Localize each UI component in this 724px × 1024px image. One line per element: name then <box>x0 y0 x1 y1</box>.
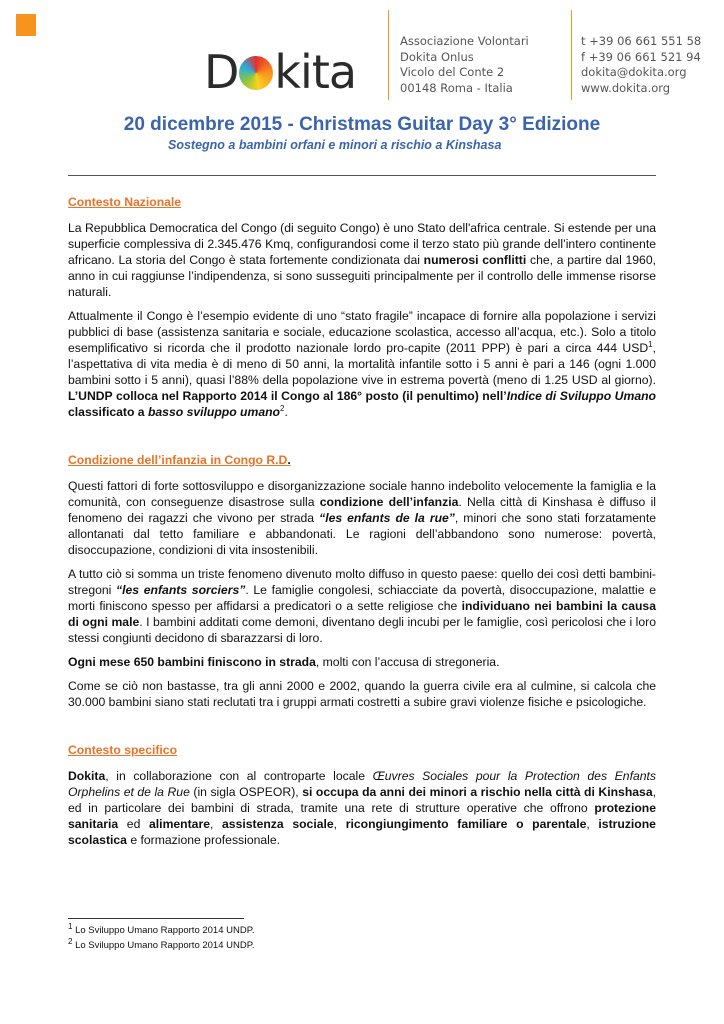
paragraph: A tutto ciò si somma un triste fenomeno divenuto molto diffuso in questo paese: quello dei così detti bambini-stregoni “les enfants sorciers”. Le famiglie congolesi, schiacciate da povertà, disoccupazione, malattie e morti finiscono spesso per affidarsi a predicatori o a sette religiose che individuano nei bambini la causa di ogni male. I bambini additati come demoni, diventano degli incubi per le famiglie, così pericolosi che i loro stessi congiunti decidono di sbarazzarsi di loro. <box>68 567 657 645</box>
address-line: Associazione Volontari <box>400 34 529 48</box>
website-link[interactable]: www.dokita.org <box>581 80 671 95</box>
address-line: Vicolo del Conte 2 <box>400 65 505 79</box>
header-divider-1 <box>388 10 389 100</box>
section-heading-specifico: Contesto specifico <box>68 743 178 757</box>
address-line: Dokita Onlus <box>400 49 474 64</box>
footnote: $^1$ Lo Sviluppo Umano Rapporto 2014 UNDP. <box>68 921 255 936</box>
corner-accent-square <box>16 14 36 36</box>
dokita-logo <box>204 44 376 100</box>
footnote-ref[interactable]: 1 <box>648 339 653 349</box>
section-heading-nazionale: Contesto Nazionale <box>68 195 182 209</box>
paragraph: Come se ciò non bastasse, tra gli anni 2000 e 2002, quando la guerra civile era al culmine, si calcola che 30.000 bambini siano stati reclutati tra i gruppi armati costretti a subire gravi violenze fisiche e psicologiche. <box>68 679 656 709</box>
contact-info <box>581 34 701 96</box>
header-divider-2 <box>571 10 572 100</box>
paragraph: Attualmente il Congo è l’esempio evidente di uno “stato fragile” incapace di fornire alla popolazione i servizi pubblici di base (assistenza sanitaria e sociale, educazione scolastica, accesso all’acqua, etc.). Solo a titolo esemplificativo si ricorda che il prodotto nazionale lordo pro-capite (2011 PPP) è pari a circa 444 USD$^1$, l’aspettativa di vita media è di meno di 50 anni, la mortalità infantile sotto i 5 anni è pari a 146 (ogni 1.000 bambini sotto i 5 anni), quasi l’88% della popolazione vive in estrema povertà (meno di 1.25 USD al giorno). L’UNDP colloca nel Rapporto 2014 il Congo al 186° posto (il penultimo) nell’Indice di Sviluppo Umano classificato a basso sviluppo umano$^2$. <box>68 309 656 419</box>
paragraph: Dokita, in collaborazione con al controparte locale Œuvres Sociales pour la Protection des Enfants Orphelins et de la Rue (in sigla OSPEOR), si occupa da anni dei minori a rischio nella città di Kinshasa, ed in particolare dei bambini di strada, tramite una rete di strutture operative che offrono protezione sanitaria ed alimentare, assistenza sociale, ricongiungimento familiare o parentale, istruzione scolastica e formazione professionale. <box>68 769 656 847</box>
document-body <box>68 194 656 856</box>
header-rule <box>68 175 656 176</box>
address-line: 00148 Roma - Italia <box>400 80 513 95</box>
footnote-rule <box>68 918 244 919</box>
logo-sun-icon <box>239 56 273 90</box>
logo-text-right: kita <box>274 45 357 99</box>
section-heading-infanzia: Condizione dell’infanzia in Congo R.D. <box>68 453 291 467</box>
logo-text-left: D <box>204 45 239 99</box>
footnote: $^2$ Lo Sviluppo Umano Rapporto 2014 UNDP. <box>68 936 255 951</box>
email-link[interactable]: dokita@dokita.org <box>581 65 687 79</box>
paragraph: La Repubblica Democratica del Congo (di seguito Congo) è uno Stato dell'africa centrale. Si estende per una superficie complessiva di 2.345.476 Kmq, configurandosi come il terzo stato più grande dell’intero continente africano. La storia del Congo è stata fortemente condizionata dai numerosi conflitti che, a partire dal 1960, anno in cui raggiunse l’indipendenza, si sono susseguiti principalmente per il controllo delle immense risorse naturali. <box>68 221 656 299</box>
association-address <box>400 34 529 96</box>
phone: t +39 06 661 551 58 <box>581 34 702 48</box>
document-title: 20 dicembre 2015 - Christmas Guitar Day 3° Edizione <box>123 114 601 135</box>
document-subtitle: Sostegno a bambini orfani e minori a rischio a Kinshasa <box>168 138 502 152</box>
paragraph: Questi fattori di forte sottosviluppo e disorganizzazione sociale hanno indebolito velocemente la famiglia e la comunità, con conseguenze disastrose sulla condizione dell’infanzia. Nella città di Kinshasa è diffuso il fenomeno dei ragazzi che vivono per strada “les enfants de la rue”, minori che sono stati forzatamente allontanati dal tetto familiare e abbandonati. Le ragioni dell’abbandono sono numerose: povertà, disoccupazione, condizioni di vita insostenibili. <box>68 479 657 557</box>
fax: f +39 06 661 521 94 <box>581 49 701 64</box>
paragraph: Ogni mese 650 bambini finiscono in strada, molti con l’accusa di stregoneria. <box>68 655 500 669</box>
footnote-ref[interactable]: 2 <box>280 403 285 413</box>
